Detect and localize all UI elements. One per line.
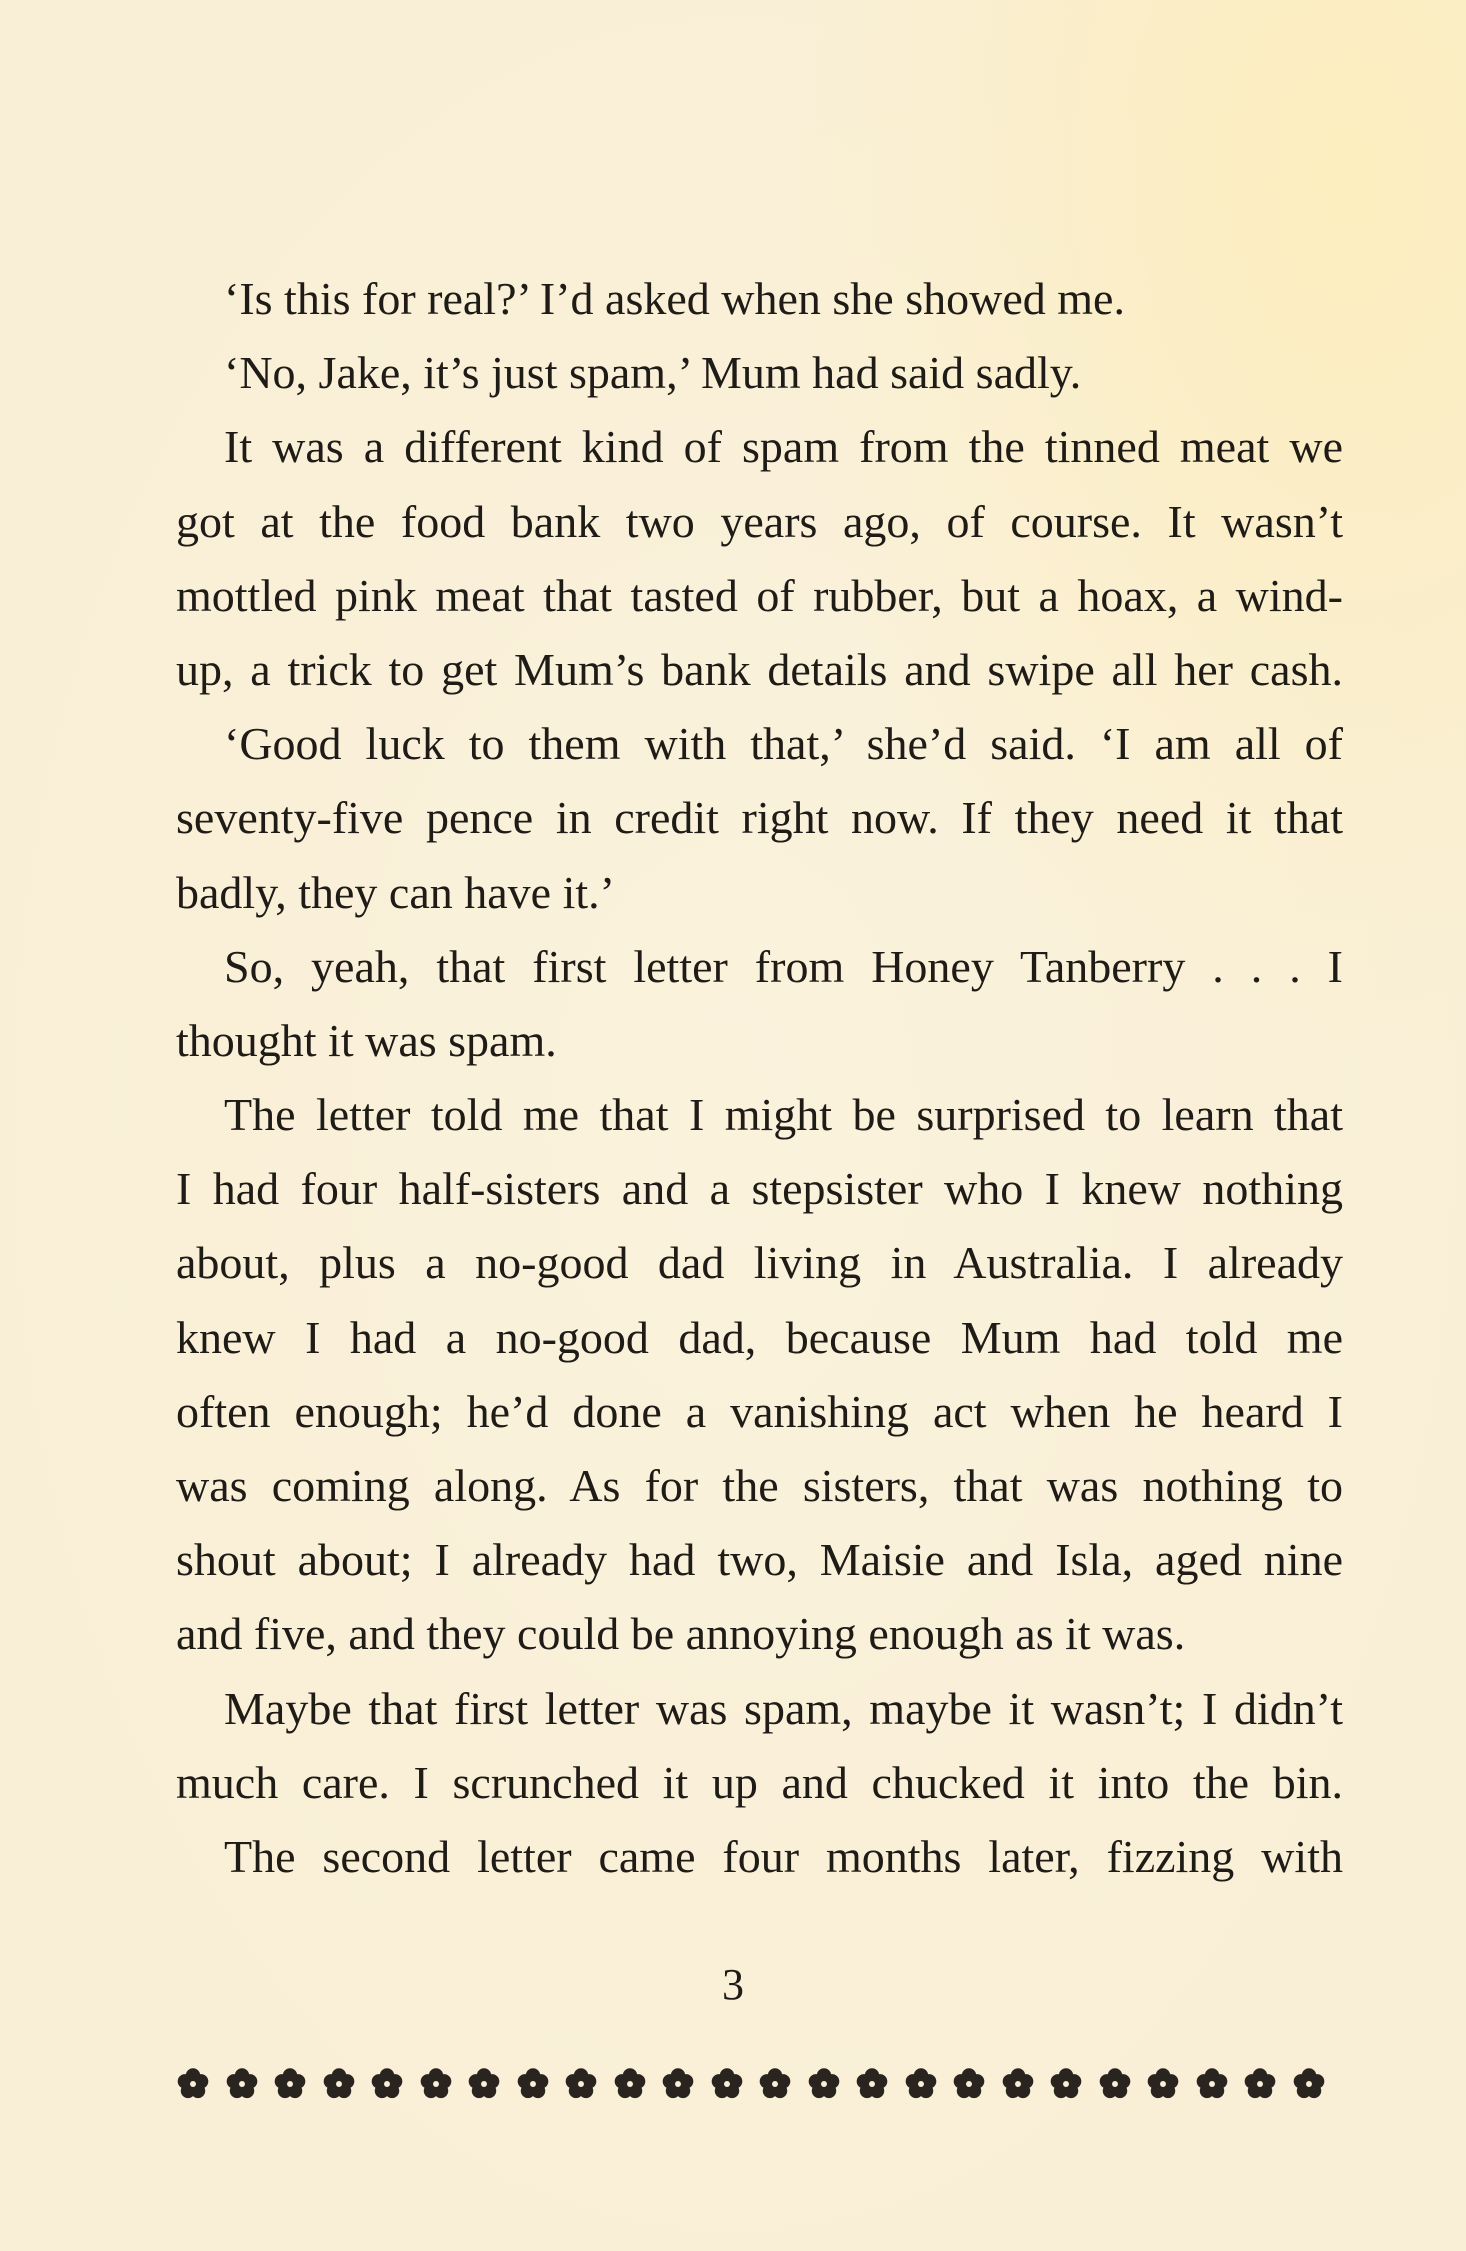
text-line: about, plus a no-good dad living in Australia. I already	[176, 1237, 1343, 1289]
flower-icon	[758, 2067, 792, 2101]
flower-icon	[322, 2067, 356, 2101]
flower-icon	[904, 2067, 938, 2101]
text-line: mottled pink meat that tasted of rubber, but a hoax, a wind-	[176, 569, 1343, 621]
flower-icon	[855, 2067, 889, 2101]
flower-icon	[1146, 2067, 1180, 2101]
flower-icon	[467, 2067, 501, 2101]
flower-icon	[176, 2067, 210, 2101]
flower-icon	[1243, 2067, 1277, 2101]
text-line: ‘No, Jake, it’s just spam,’ Mum had said sadly.	[224, 347, 1082, 399]
body-text	[176, 262, 1343, 1894]
text-line: often enough; he’d done a vanishing act when he heard I	[176, 1385, 1343, 1437]
text-line: So, yeah, that first letter from Honey Tanberry . . . I	[224, 940, 1343, 992]
text-line: ‘Is this for real?’ I’d asked when she showed me.	[224, 273, 1125, 324]
flower-icon	[1001, 2067, 1035, 2101]
flower-icon	[1098, 2067, 1132, 2101]
flower-icon	[564, 2067, 598, 2101]
flower-icon	[1292, 2067, 1326, 2101]
flower-icon	[370, 2067, 404, 2101]
text-line: seventy-five pence in credit right now. If they need it that	[176, 792, 1343, 844]
text-line: much care. I scrunched it up and chucked it into the bin.	[176, 1756, 1343, 1808]
flower-ornament-row	[176, 2060, 1326, 2108]
flower-icon	[710, 2067, 744, 2101]
text-line: badly, they can have it.’	[176, 866, 615, 918]
flower-icon	[419, 2067, 453, 2101]
flower-icon	[952, 2067, 986, 2101]
flower-icon	[1049, 2067, 1083, 2101]
page-number: 3	[722, 1960, 744, 2009]
text-line: The second letter came four months later, fizzing with	[224, 1830, 1343, 1882]
text-line: I had four half-sisters and a stepsister who I knew nothing	[176, 1163, 1343, 1215]
text-line: up, a trick to get Mum’s bank details and swipe all her cash.	[176, 643, 1343, 695]
flower-icon	[516, 2067, 550, 2101]
flower-icon	[613, 2067, 647, 2101]
flower-icon	[273, 2067, 307, 2101]
text-line: thought it was spam.	[176, 1014, 557, 1066]
text-line: The letter told me that I might be surprised to learn that	[224, 1089, 1343, 1141]
text-line: Maybe that first letter was spam, maybe it wasn’t; I didn’t	[224, 1682, 1343, 1734]
flower-icon	[1195, 2067, 1229, 2101]
flower-icon	[807, 2067, 841, 2101]
text-line: was coming along. As for the sisters, that was nothing to	[176, 1460, 1343, 1511]
flower-icon	[225, 2067, 259, 2101]
text-line: got at the food bank two years ago, of course. It wasn’t	[176, 495, 1343, 547]
text-line: It was a different kind of spam from the tinned meat we	[224, 421, 1343, 473]
text-line: knew I had a no-good dad, because Mum had told me	[176, 1311, 1343, 1363]
text-line: ‘Good luck to them with that,’ she’d said. ‘I am all of	[224, 718, 1343, 770]
text-line: and five, and they could be annoying enough as it was.	[176, 1608, 1186, 1660]
text-line: shout about; I already had two, Maisie and Isla, aged nine	[176, 1534, 1343, 1586]
flower-icon	[661, 2067, 695, 2101]
